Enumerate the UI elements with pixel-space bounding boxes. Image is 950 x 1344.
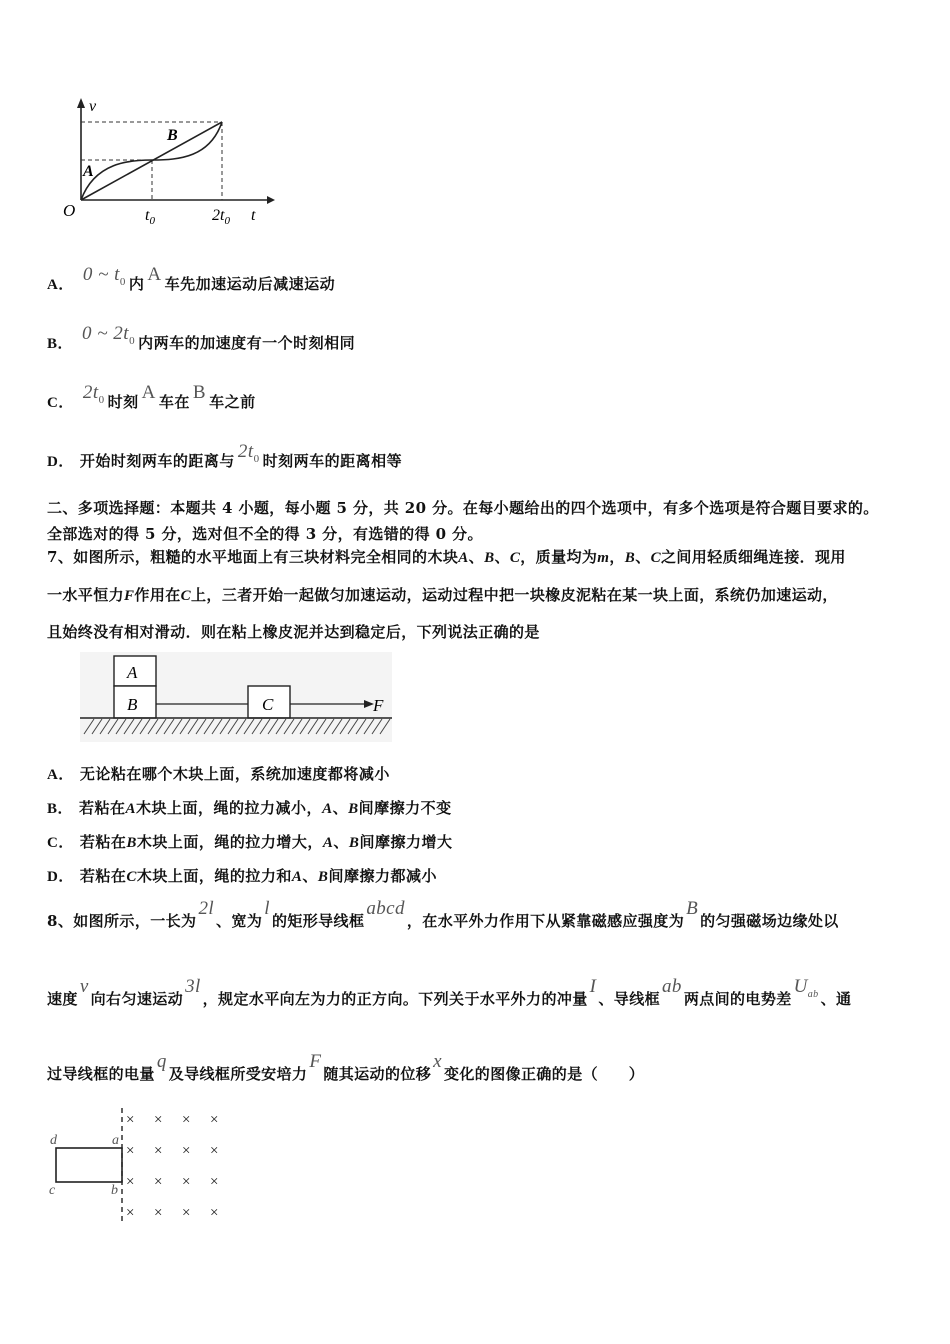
field-cross: × — [154, 1205, 163, 1221]
tick-t0: $t_0$ — [145, 207, 155, 227]
corner-d: d — [50, 1133, 57, 1148]
math-range: 0 ~ $t_0$ — [82, 264, 126, 288]
field-cross: × — [126, 1143, 135, 1159]
curve-A-label: A — [83, 163, 94, 180]
q7-option-c: C． 若粘在B木块上面，绳的拉力增大，A、B间摩擦力增大 — [47, 833, 453, 851]
field-cross: × — [154, 1174, 163, 1190]
q7-option-a: A． 无论粘在哪个木块上面，系统加速度都将减小 — [47, 765, 390, 783]
field-cross: × — [126, 1174, 135, 1190]
wire-frame — [56, 1148, 122, 1182]
q7-option-b: B． 若粘在A木块上面，绳的拉力减小，A、B间摩擦力不变 — [47, 799, 452, 817]
field-cross: × — [126, 1112, 135, 1128]
field-cross: × — [126, 1205, 135, 1221]
q6-option-c: C． $2t_0$ 时刻 A 车在 B 车之前 — [47, 382, 256, 411]
v-axis-arrow — [77, 98, 85, 108]
q8-line3: 过导线框的电量q及导线框所受安培力F随其运动的位移x变化的图像正确的是（ ） — [47, 1051, 645, 1083]
block-b-label: B — [127, 695, 138, 714]
axis-v-label: v — [89, 98, 97, 115]
velocity-time-graph — [55, 92, 275, 232]
q8-line1: 8、如图所示，一长为2l、宽为l的矩形导线框abcd，在水平外力作用下从紧靠磁感应强度为B的匀强磁场边缘处以 — [47, 898, 839, 930]
field-cross: × — [154, 1143, 163, 1159]
magnetic-field-figure — [44, 1106, 244, 1226]
corner-c: c — [49, 1183, 56, 1198]
field-cross: × — [182, 1174, 191, 1190]
section2-line2: 全部选对的得 5 分，选对但不全的得 3 分，有选错的得 0 分。 — [47, 525, 483, 543]
q6-option-b: B． 0 ~ $2t_0$ 内两车的加速度有一个时刻相同 — [47, 323, 356, 352]
q7-option-d: D． 若粘在C木块上面，绳的拉力和A、B间摩擦力都减小 — [47, 867, 437, 885]
corner-b: b — [111, 1183, 118, 1198]
blocks-figure — [80, 652, 392, 742]
block-a-label: A — [127, 663, 138, 682]
field-cross: × — [210, 1205, 219, 1221]
section2-line1: 二、多项选择题：本题共 4 小题，每小题 5 分，共 20 分。在每小题给出的四个选项中，有多个选项是符合题目要求的。 — [47, 499, 879, 517]
math-range: 0 ~ $2t_0$ — [82, 323, 136, 347]
line-B-label: B — [167, 127, 178, 144]
q7-line2: 一水平恒力F作用在C上，三者开始一起做匀加速运动，运动过程中把一块橡皮泥粘在某一块上面，系统仍加速运动， — [47, 586, 838, 604]
force-label: F — [373, 696, 384, 715]
block-c-label: C — [262, 695, 274, 714]
field-cross: × — [154, 1112, 163, 1128]
corner-a: a — [112, 1133, 119, 1148]
q6-option-a: A． 0 ~ $t_0$ 内 A 车先加速运动后减速运动 — [47, 264, 336, 293]
field-cross: × — [182, 1205, 191, 1221]
q7-line3: 且始终没有相对滑动．则在粘上橡皮泥并达到稳定后，下列说法正确的是 — [47, 623, 540, 641]
field-cross: × — [210, 1174, 219, 1190]
t-axis-arrow — [267, 196, 275, 204]
field-cross: × — [210, 1112, 219, 1128]
tick-2t0: $2t_0$ — [212, 207, 230, 227]
field-cross: × — [210, 1143, 219, 1159]
q7-line1: 7、如图所示，粗糙的水平地面上有三块材料完全相同的木块A、B、C，质量均为m，B、C之间用轻质细绳连接．现用 — [47, 548, 846, 566]
axis-t-label: t — [251, 207, 256, 224]
math-time: $2t_0$ — [82, 382, 105, 406]
q8-line2: 速度v向右匀速运动3l，规定水平向左为力的正方向。下列关于水平外力的冲量I、导线框ab两点间的电势差$U_{ab}$ 、通 — [47, 976, 852, 1008]
field-cross: × — [182, 1112, 191, 1128]
math-time: $2t_0$ — [237, 441, 260, 465]
field-crosses — [126, 1112, 218, 1221]
origin-label: O — [63, 201, 76, 220]
q6-option-d: D． 开始时刻两车的距离与 $2t_0$ 时刻两车的距离相等 — [47, 441, 403, 470]
field-cross: × — [182, 1143, 191, 1159]
